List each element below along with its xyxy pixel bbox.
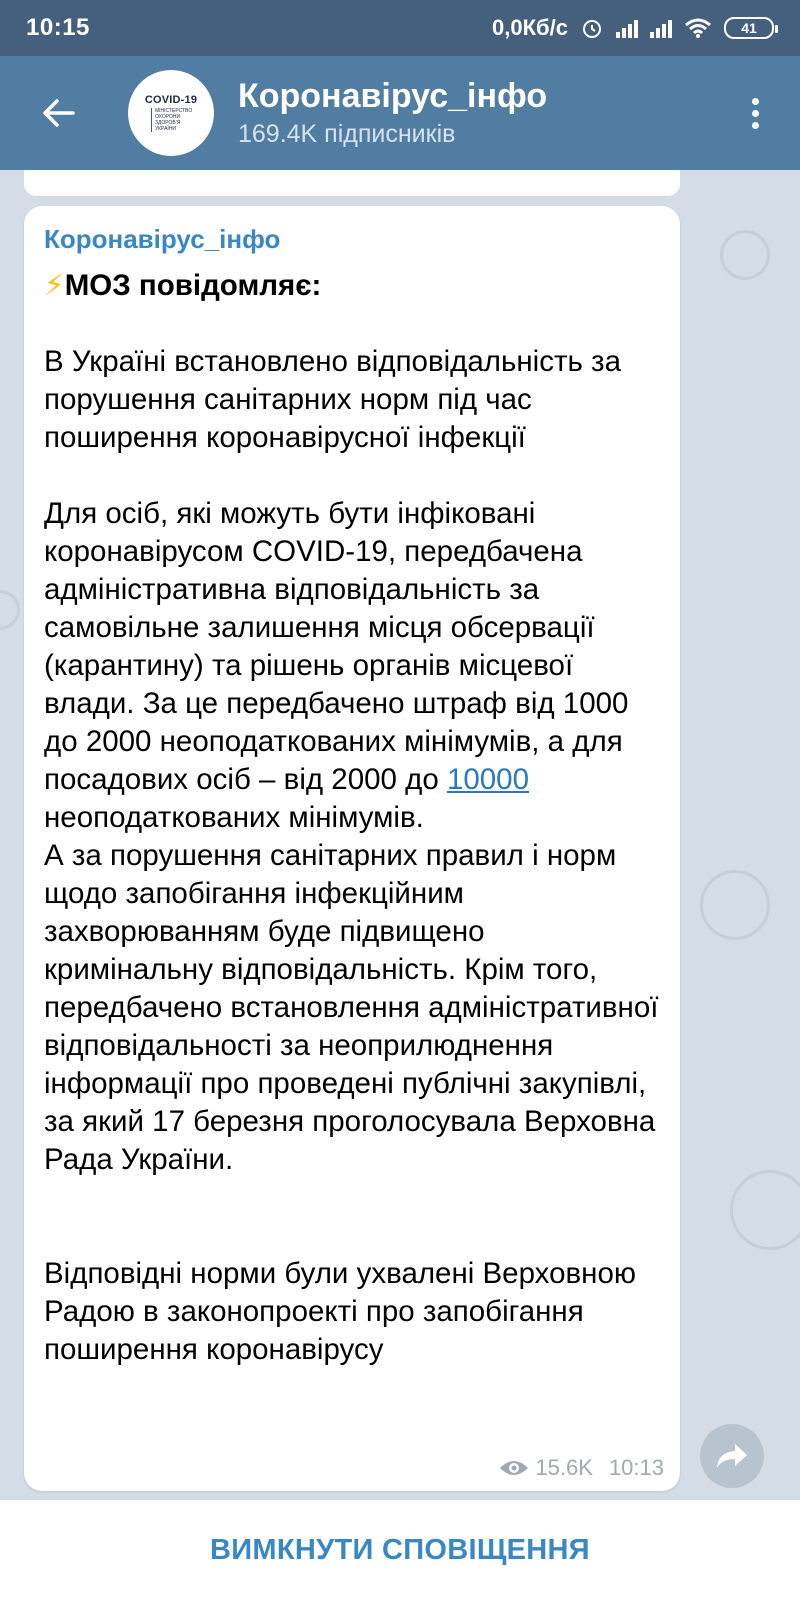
chat-area[interactable]	[0, 170, 800, 1500]
wifi-icon	[684, 17, 712, 39]
background-doodle	[700, 870, 770, 940]
post-author[interactable]: Коронавірус_інфо	[44, 224, 281, 254]
back-button[interactable]	[28, 83, 88, 143]
view-count: 15.6K	[535, 1455, 593, 1480]
alarm-icon	[580, 16, 604, 40]
bottom-bar	[0, 1500, 800, 1600]
share-icon	[715, 1442, 749, 1470]
eye-icon	[499, 1458, 529, 1478]
background-doodle	[0, 590, 20, 630]
status-bar	[0, 0, 800, 56]
channel-header	[0, 56, 800, 170]
battery-icon: 41	[724, 17, 774, 39]
post-paragraph: А за порушення санітарних правил і норм щодо запобігання інфекційним захворюванням буде підвищено кримінальну відповідальність. Крім того, передбачено встановлення адміністративної відповідальності за неоприлюднення інформації про проведені публічні закупівлі, за який 17 березня проголосувала Верховна Рада України.	[44, 839, 667, 1176]
post-link[interactable]: 10000	[446, 763, 529, 796]
post-paragraph: В Україні встановлено відповідальність за порушення санітарних норм під час поширення коронавірусної інфекції	[44, 345, 630, 454]
post-time: 10:13	[608, 1455, 664, 1480]
channel-post[interactable]	[24, 206, 680, 1491]
post-meta	[499, 1455, 664, 1481]
subscriber-count: 169.4K підписників	[238, 120, 456, 148]
status-time: 10:15	[26, 14, 90, 41]
channel-avatar[interactable]	[128, 70, 214, 156]
network-speed: 0,0Кб/с	[492, 15, 568, 40]
channel-info[interactable]	[238, 77, 547, 149]
status-icons	[492, 15, 774, 41]
share-button[interactable]	[700, 1424, 764, 1488]
more-options-button[interactable]	[740, 83, 770, 143]
post-paragraph: неоподаткованих мінімумів.	[44, 763, 538, 834]
post-paragraph: Для осіб, які можуть бути інфіковані коронавірусом COVID-19, передбачена адміністративна відповідальність за самовільне залишення місця обсервації (карантину) та рішень органів місцевої влади. За це передбачено штраф від 1000 до 2000 неоподаткованих мінімумів, а для посадових осіб – від 2000 до	[44, 497, 637, 796]
post-title: МОЗ повідомляє:	[64, 269, 322, 302]
signal-icon	[650, 18, 672, 38]
post-paragraph: Відповідні норми були ухвалені Верховною Радою в законопроекті про запобігання поширення коронавірусу	[44, 1257, 645, 1366]
arrow-left-icon	[41, 98, 75, 128]
mute-notifications-button[interactable]: ВИМКНУТИ СПОВІЩЕННЯ	[210, 1533, 590, 1566]
post-body	[44, 267, 667, 1369]
signal-icon	[616, 18, 638, 38]
background-doodle	[730, 1170, 800, 1250]
channel-name: Коронавірус_інфо	[238, 77, 548, 115]
lightning-icon: ⚡	[44, 269, 65, 302]
avatar-logo-text: COVID-19	[144, 94, 198, 106]
previous-message	[24, 170, 680, 196]
more-vertical-icon	[752, 98, 759, 105]
background-doodle	[720, 230, 770, 280]
avatar-logo-subtext: МІНІСТЕРСТВО ОХОРОНИ ЗДОРОВ'Я УКРАЇНИ	[151, 108, 191, 132]
